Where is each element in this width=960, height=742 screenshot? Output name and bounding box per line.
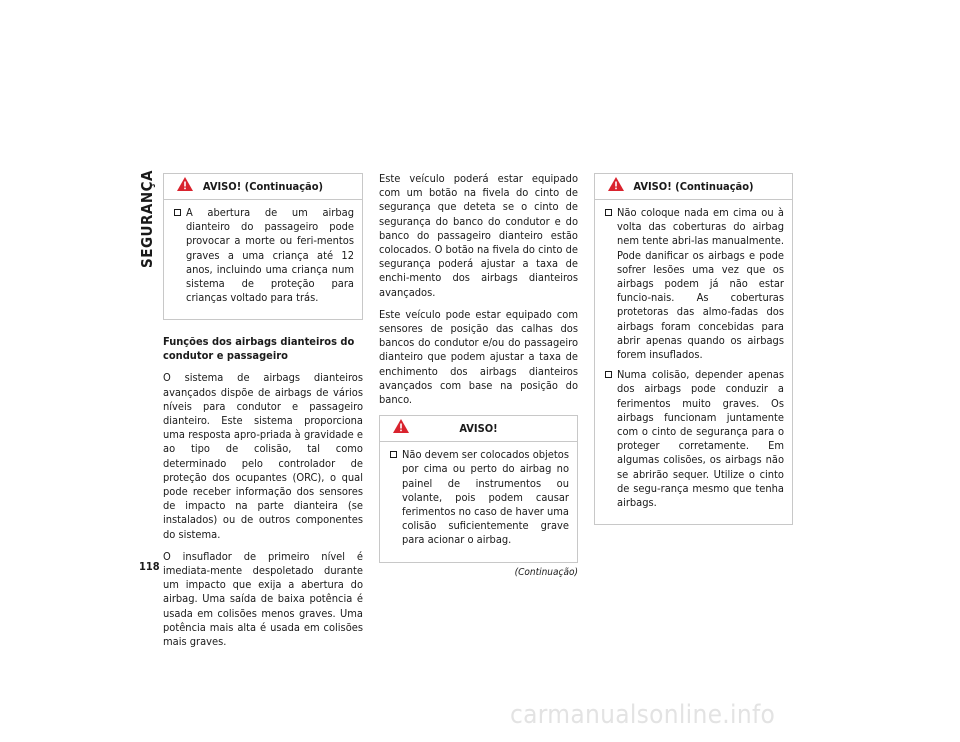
warning-box-continued	[594, 173, 793, 525]
section-heading: Funções dos airbags dianteiros do condutor e passageiro	[163, 335, 355, 363]
warning-item-text: Numa colisão, depender apenas dos airbags pode conduzir a ferimentos muito graves. Os airbags funcionam juntamente com o cinto de segurança para o proteger corretamente. Em algumas colisões, os airbags não se abrirão sequer. Utilize o cinto de segu-rança mesmo que tenha airbags.	[617, 368, 784, 510]
page-number: 118	[139, 560, 160, 573]
warning-box-title: AVISO!	[459, 422, 498, 436]
square-bullet-icon	[605, 209, 612, 216]
warning-item-text: A abertura de um airbag dianteiro do passageiro pode provocar a morte ou feri-mentos graves a uma criança até 12 anos, incluindo uma criança num sistema de proteção para crianças voltado para trás.	[186, 206, 354, 305]
paragraph: Este veículo poderá estar equipado com um botão na fivela do cinto de segurança que deteta se o cinto de segurança do banco do condutor e do banco do passageiro dianteiro estão colocados. O botão na fivela do cinto de segurança poderá ajustar a taxa de enchi-mento dos airbags dianteiros avançados.	[379, 172, 578, 299]
warning-triangle-icon	[176, 176, 194, 192]
paragraph: Este veículo pode estar equipado com sensores de posição das calhas dos bancos do condutor e/ou do passageiro dianteiro que podem ajustar a taxa de enchimento dos airbags dianteiros avançados com base na posição do banco.	[379, 307, 578, 407]
square-bullet-icon	[605, 371, 612, 378]
warning-item	[605, 206, 784, 362]
warning-triangle-icon	[607, 176, 625, 192]
paragraph: O insuflador de primeiro nível é imediata-mente despoletado durante um impacto que exija a abertura do airbag. Uma saída de baixa potência é usada em colisões menos graves. Uma potência mais alta é usada em colisões mais graves.	[163, 549, 363, 649]
warning-box	[379, 415, 578, 562]
warning-box-title: AVISO! (Continuação)	[633, 180, 754, 193]
square-bullet-icon	[174, 209, 181, 216]
warning-item	[174, 206, 354, 305]
square-bullet-icon	[390, 451, 397, 458]
warning-item	[390, 448, 569, 547]
column-2	[379, 172, 578, 580]
column-3	[594, 173, 793, 525]
column-1	[163, 173, 363, 657]
warning-item-text: Não devem ser colocados objetos por cima ou perto do airbag no painel de instrumentos ou volante, pois podem causar ferimentos no caso de haver uma colisão suficientemente grave para acionar o airbag.	[402, 448, 569, 547]
warning-box-header	[595, 174, 792, 200]
warning-triangle-icon	[392, 418, 410, 434]
watermark: carmanualsonline.info	[510, 700, 776, 730]
paragraph: O sistema de airbags dianteiros avançados dispõe de airbags de vários níveis para condutor e passageiro dianteiro. Este sistema proporciona uma resposta apro-priada à gravidade e ao tipo de colisão, tal como determinado pelo controlador de proteção dos ocupantes (ORC), o qual pode receber informação dos sensores de impacto na parte dianteira (se instalados) ou de outros componentes do sistema.	[163, 371, 363, 541]
warning-item-text: Não coloque nada em cima ou à volta das coberturas do airbag nem tente abri-las manualmente. Pode danificar os airbags e pode sofrer lesões uma vez que os airbags podem já não estar funcio-nais. As coberturas protetoras das almo-fadas dos airbags foram concebidas para abrir apenas quando os airbags forem insuflados.	[617, 206, 784, 362]
warning-box-continued	[163, 173, 363, 320]
warning-box-header	[164, 174, 362, 200]
continued-label: (Continuação)	[514, 566, 578, 578]
warning-box-header	[380, 416, 577, 442]
warning-box-title: AVISO! (Continuação)	[202, 180, 324, 193]
section-tab: SEGURANÇA	[138, 170, 156, 268]
warning-item	[605, 368, 784, 510]
